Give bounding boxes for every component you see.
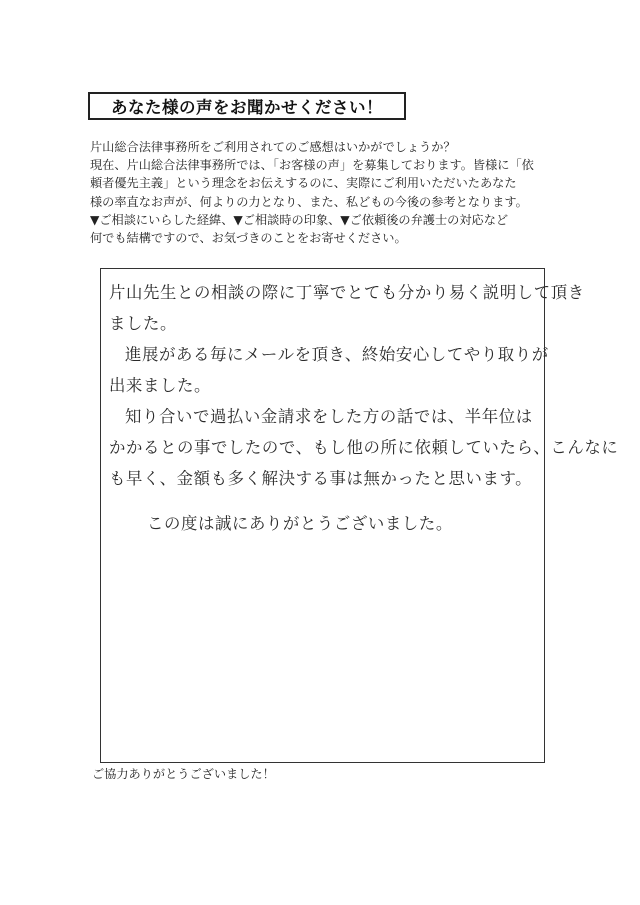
comment-line: 片山先生との相談の際に丁寧でとても分かり易く説明して頂き [109, 283, 585, 302]
comment-line: 出来ました。 [109, 376, 211, 395]
comment-line: も早く、金額も多く解決する事は無かったと思います。 [109, 469, 533, 488]
intro-line: ▼ご相談にいらした経緯、▼ご相談時の印象、▼ご依頼後の弁護士の対応など [90, 212, 509, 227]
intro-line: 様の率直なお声が、何よりの力となり、また、私どもの今後の参考となります。 [90, 194, 528, 209]
handwritten-comment [109, 277, 619, 539]
intro-line: 現在、片山総合法律事務所では、「お客様の声」を募集しております。皆様に「依 [90, 158, 534, 173]
handwritten-comment-box [100, 268, 619, 763]
title-box [88, 92, 406, 120]
intro-line: 片山総合法律事務所をご利用されてのご感想はいかがでしょうか？ [90, 140, 456, 154]
thanks-message: ご協力ありがとうございました！ [92, 767, 275, 781]
comment-line: 知り合いで過払い金請求をした方の話では、半年位は [125, 407, 533, 426]
intro-paragraph [90, 138, 560, 247]
intro-line: 何でも結構ですので、お気づきのことをお寄せください。 [90, 231, 407, 246]
comment-closing: この度は誠にありがとうございました。 [147, 514, 453, 533]
comment-line: かかるとの事でしたので、もし他の所に依頼していたら、こんなに [109, 438, 619, 457]
intro-line: 頼者優先主義」という理念をお伝えするのに、実際にご利用いただいたあなた [90, 176, 517, 191]
page-title: あなた様の声をお聞かせください！ [111, 98, 383, 117]
comment-line: ました。 [109, 314, 177, 333]
comment-line: 進展がある毎にメールを頂き、終始安心してやり取りが [125, 345, 549, 364]
